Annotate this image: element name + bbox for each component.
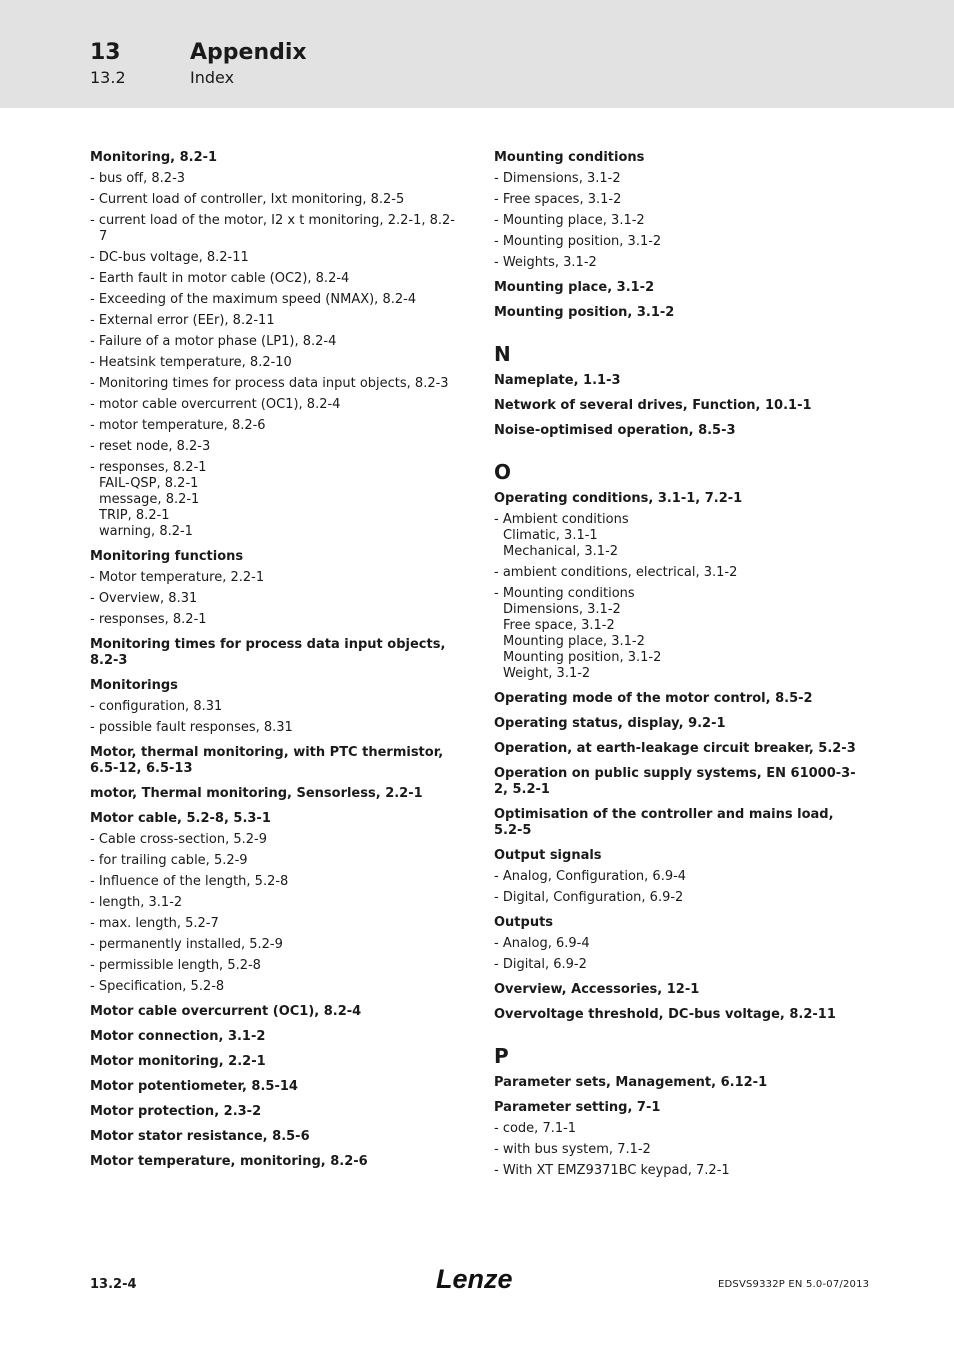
subentry-text: - ambient conditions, electrical, 3.1-2: [494, 565, 738, 580]
section-title: Index: [190, 68, 235, 87]
index-entry: [494, 691, 864, 707]
subentry-text: - length, 3.1-2: [90, 895, 183, 910]
index-entry: [90, 1029, 460, 1045]
index-entry: [494, 491, 864, 682]
lenze-logo: [434, 1262, 516, 1296]
index-entry-title: motor, Thermal monitoring, Sensorless, 2.2-1: [90, 786, 423, 801]
index-entry-title: Optimisation of the controller and mains load, 5.2-5: [494, 807, 834, 838]
logo-text: Lenze: [436, 1264, 513, 1294]
subentry-text: - Analog, 6.9-4: [494, 936, 590, 951]
subentry-text: - Cable cross-section, 5.2-9: [90, 832, 267, 847]
subentry-detail: Mechanical, 3.1-2: [503, 544, 619, 559]
index-subentry: [494, 957, 864, 973]
index-entry-title: Monitoring times for process data input objects, 8.2-3: [90, 637, 446, 668]
index-subentry: [90, 937, 460, 953]
index-entry-title: Motor cable overcurrent (OC1), 8.2-4: [90, 1004, 362, 1019]
index-entry: [90, 745, 460, 777]
index-subentry: [90, 334, 460, 350]
subentry-text: - Monitoring times for process data input objects, 8.2-3: [90, 376, 449, 391]
index-subentry: [90, 313, 460, 329]
subentry-text: - Free spaces, 3.1-2: [494, 192, 622, 207]
index-entry-title: Motor, thermal monitoring, with PTC thermistor, 6.5-12, 6.5-13: [90, 745, 444, 776]
index-subentry: [90, 250, 460, 266]
index-subentry: [494, 1142, 864, 1158]
subentry-text: - configuration, 8.31: [90, 699, 223, 714]
subentry-detail: warning, 8.2-1: [99, 524, 193, 539]
index-subentry: [494, 213, 864, 229]
subentry-text: - DC-bus voltage, 8.2-11: [90, 250, 249, 265]
index-entry: [90, 1129, 460, 1145]
index-entry: [494, 741, 864, 757]
index-entry: [494, 398, 864, 414]
page-number: 13.2-4: [90, 1277, 137, 1292]
index-subentry: [494, 586, 864, 682]
subentry-text: - With XT EMZ9371BC keypad, 7.2-1: [494, 1163, 730, 1178]
subentry-text: - permanently installed, 5.2-9: [90, 937, 283, 952]
index-entry-title: Outputs: [494, 915, 554, 930]
index-subentry: [494, 890, 864, 906]
index-entry: [494, 1007, 864, 1023]
index-entry: [494, 150, 864, 271]
subentry-text: - for trailing cable, 5.2-9: [90, 853, 248, 868]
index-entry-title: Noise-optimised operation, 8.5-3: [494, 423, 736, 438]
subentry-text: - motor temperature, 8.2-6: [90, 418, 266, 433]
subentry-text: - current load of the motor, I2 x t monitoring, 2.2-1, 8.2-7: [90, 213, 455, 244]
subentry-detail: TRIP, 8.2-1: [99, 508, 170, 523]
index-column-left: [90, 150, 460, 1179]
index-subentry: [90, 832, 460, 848]
index-entry-title: Motor monitoring, 2.2-1: [90, 1054, 266, 1069]
subentry-text: - code, 7.1-1: [494, 1121, 577, 1136]
subentry-detail: Dimensions, 3.1-2: [503, 602, 621, 617]
subentry-text: - bus off, 8.2-3: [90, 171, 186, 186]
index-subentry: [90, 418, 460, 434]
index-entry-title: Motor temperature, monitoring, 8.2-6: [90, 1154, 368, 1169]
index-entry: [90, 786, 460, 802]
document-id: EDSVS9332P EN 5.0-07/2013: [718, 1279, 870, 1290]
subentry-text: - Heatsink temperature, 8.2-10: [90, 355, 292, 370]
index-letter: P: [494, 1044, 509, 1068]
index-entry-title: Motor stator resistance, 8.5-6: [90, 1129, 310, 1144]
subentry-text: - Analog, Configuration, 6.9-4: [494, 869, 687, 884]
index-entry-title: Monitorings: [90, 678, 178, 693]
subentry-text: - Earth fault in motor cable (OC2), 8.2-4: [90, 271, 350, 286]
subentry-text: - Current load of controller, Ixt monitoring, 8.2-5: [90, 192, 405, 207]
index-subentry: [494, 234, 864, 250]
index-entry-title: Output signals: [494, 848, 602, 863]
subentry-text: - Dimensions, 3.1-2: [494, 171, 621, 186]
subentry-detail: Climatic, 3.1-1: [503, 528, 598, 543]
index-entry-title: Operating mode of the motor control, 8.5-2: [494, 691, 813, 706]
subentry-text: - Exceeding of the maximum speed (NMAX), 8.2-4: [90, 292, 417, 307]
index-entry-title: Monitoring, 8.2-1: [90, 150, 218, 165]
subentry-detail: message, 8.2-1: [99, 492, 200, 507]
subentry-text: - Failure of a motor phase (LP1), 8.2-4: [90, 334, 337, 349]
index-entry: [494, 848, 864, 906]
index-entry-title: Parameter setting, 7-1: [494, 1100, 661, 1115]
subentry-text: - permissible length, 5.2-8: [90, 958, 261, 973]
index-subentry: [494, 936, 864, 952]
index-subentry: [90, 874, 460, 890]
index-entry: [90, 811, 460, 995]
index-entry-title: Mounting position, 3.1-2: [494, 305, 675, 320]
index-subentry: [90, 213, 460, 245]
subentry-text: - Digital, Configuration, 6.9-2: [494, 890, 684, 905]
index-entry: [494, 1100, 864, 1179]
subentry-text: - with bus system, 7.1-2: [494, 1142, 651, 1157]
index-entry: [494, 915, 864, 973]
index-subentry: [494, 171, 864, 187]
index-subentry: [90, 720, 460, 736]
subentry-text: - Specification, 5.2-8: [90, 979, 225, 994]
subentry-detail: FAIL-QSP, 8.2-1: [99, 476, 199, 491]
subentry-text: - Mounting conditions: [494, 586, 635, 601]
index-entry: [90, 549, 460, 628]
index-entry-title: Parameter sets, Management, 6.12-1: [494, 1075, 768, 1090]
header-band: [0, 0, 954, 108]
index-entry-title: Motor cable, 5.2-8, 5.3-1: [90, 811, 271, 826]
index-entry-title: Overview, Accessories, 12-1: [494, 982, 700, 997]
index-subentry: [90, 292, 460, 308]
subentry-text: - Motor temperature, 2.2-1: [90, 570, 265, 585]
index-entry: [494, 1075, 864, 1091]
subentry-text: - Mounting place, 3.1-2: [494, 213, 645, 228]
subentry-text: - Mounting position, 3.1-2: [494, 234, 662, 249]
index-entry-title: Monitoring functions: [90, 549, 244, 564]
index-subentry: [90, 376, 460, 392]
index-subentry: [90, 397, 460, 413]
chapter-title: Appendix: [190, 40, 307, 65]
index-subentry: [90, 192, 460, 208]
subentry-text: - Ambient conditions: [494, 512, 629, 527]
chapter-number: 13: [90, 40, 121, 65]
index-subentry: [90, 979, 460, 995]
index-entry-title: Motor protection, 2.3-2: [90, 1104, 262, 1119]
index-subentry: [90, 895, 460, 911]
index-subentry: [90, 271, 460, 287]
index-subentry: [90, 591, 460, 607]
subentry-text: - responses, 8.2-1: [90, 612, 207, 627]
index-subentry: [494, 192, 864, 208]
index-letter: N: [494, 342, 511, 366]
index-entry-title: Overvoltage threshold, DC-bus voltage, 8.2-11: [494, 1007, 836, 1022]
subentry-detail: Weight, 3.1-2: [503, 666, 591, 681]
index-subentry: [90, 355, 460, 371]
subentry-text: - Overview, 8.31: [90, 591, 198, 606]
index-subentry: [90, 612, 460, 628]
index-entry: [90, 150, 460, 540]
index-entry: [494, 716, 864, 732]
index-subentry: [90, 699, 460, 715]
index-column-right: [494, 150, 864, 1188]
index-subentry: [90, 171, 460, 187]
index-subentry: [494, 255, 864, 271]
index-subentry: [494, 512, 864, 560]
index-subentry: [90, 460, 460, 540]
index-entry: [90, 678, 460, 736]
subentry-text: - possible fault responses, 8.31: [90, 720, 293, 735]
index-subentry: [90, 439, 460, 455]
index-entry: [494, 766, 864, 798]
subentry-text: - Influence of the length, 5.2-8: [90, 874, 289, 889]
index-entry-title: Network of several drives, Function, 10.1-1: [494, 398, 812, 413]
index-entry-title: Motor potentiometer, 8.5-14: [90, 1079, 298, 1094]
index-entry: [90, 637, 460, 669]
index-entry: [90, 1104, 460, 1120]
index-entry-title: Operating status, display, 9.2-1: [494, 716, 726, 731]
index-entry-title: Operation, at earth-leakage circuit breaker, 5.2-3: [494, 741, 856, 756]
index-entry-title: Mounting place, 3.1-2: [494, 280, 655, 295]
subentry-text: - responses, 8.2-1: [90, 460, 207, 475]
index-subentry: [90, 853, 460, 869]
index-entry-title: Motor connection, 3.1-2: [90, 1029, 266, 1044]
index-entry: [90, 1079, 460, 1095]
index-subentry: [90, 570, 460, 586]
subentry-text: - motor cable overcurrent (OC1), 8.2-4: [90, 397, 341, 412]
index-entry: [494, 423, 864, 439]
subentry-detail: Mounting position, 3.1-2: [503, 650, 662, 665]
index-subentry: [90, 958, 460, 974]
index-entry: [90, 1004, 460, 1020]
index-letter: O: [494, 460, 512, 484]
index-entry: [494, 982, 864, 998]
section-number: 13.2: [90, 68, 126, 87]
index-entry-title: Nameplate, 1.1-3: [494, 373, 621, 388]
subentry-text: - reset node, 8.2-3: [90, 439, 211, 454]
index-subentry: [90, 916, 460, 932]
subentry-text: - Weights, 3.1-2: [494, 255, 597, 270]
index-entry: [90, 1154, 460, 1170]
subentry-text: - Digital, 6.9-2: [494, 957, 587, 972]
index-entry: [494, 280, 864, 296]
index-entry: [494, 373, 864, 389]
index-subentry: [494, 869, 864, 885]
index-entry-title: Operating conditions, 3.1-1, 7.2-1: [494, 491, 743, 506]
subentry-detail: Free space, 3.1-2: [503, 618, 615, 633]
index-subentry: [494, 565, 864, 581]
index-entry-title: Mounting conditions: [494, 150, 645, 165]
subentry-text: - max. length, 5.2-7: [90, 916, 219, 931]
index-entry: [494, 807, 864, 839]
index-entry-title: Operation on public supply systems, EN 61000-3-2, 5.2-1: [494, 766, 856, 797]
index-subentry: [494, 1163, 864, 1179]
index-entry: [90, 1054, 460, 1070]
index-entry: [494, 305, 864, 321]
subentry-detail: Mounting place, 3.1-2: [503, 634, 645, 649]
subentry-text: - External error (EEr), 8.2-11: [90, 313, 275, 328]
index-subentry: [494, 1121, 864, 1137]
